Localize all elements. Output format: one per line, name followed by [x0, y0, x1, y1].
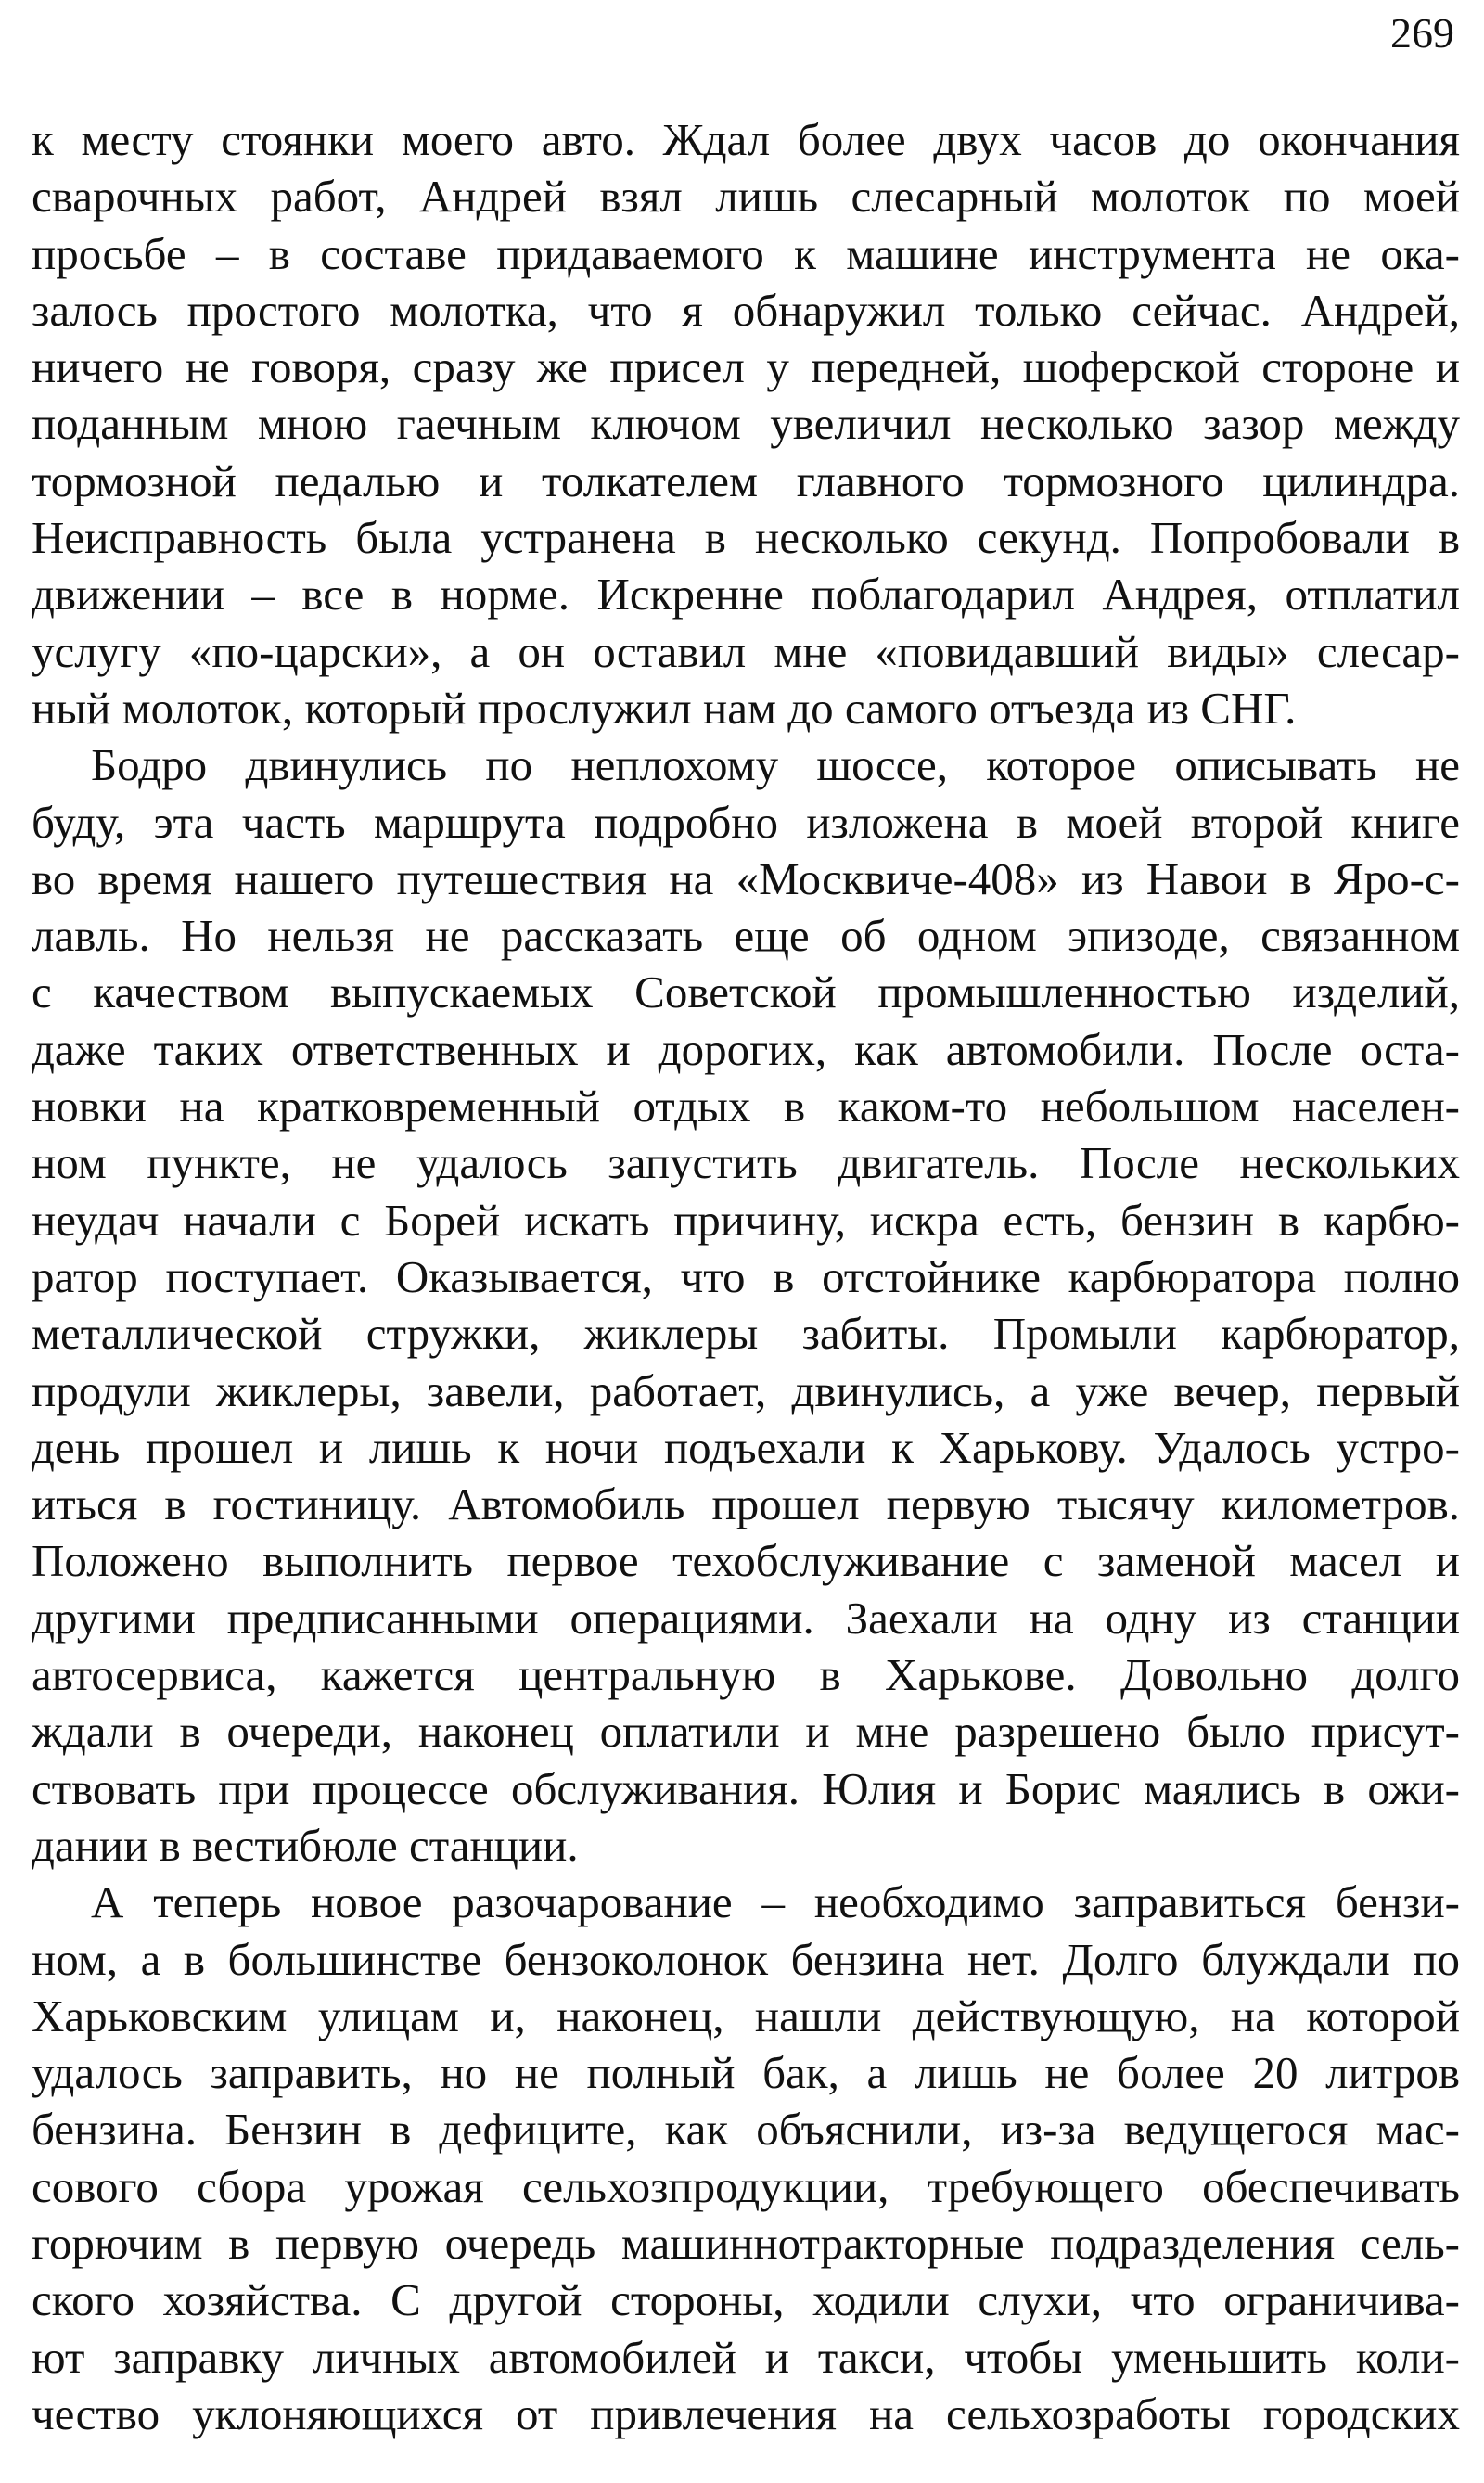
- text-line: буду, эта часть маршрута подробно изложена в моей второй книге: [32, 796, 1460, 848]
- text-line: ждали в очереди, наконец оплатили и мне разрешено было присут-: [32, 1706, 1460, 1758]
- text-line: дании в вестибюле станции.: [32, 1819, 579, 1871]
- text-line: горючим в первую очередь машиннотракторные подразделения сель-: [32, 2217, 1460, 2269]
- text-line: день прошел и лишь к ночи подъехали к Харькову. Удалось устро-: [32, 1421, 1460, 1473]
- text-line: ского хозяйства. С другой стороны, ходили слухи, что ограничива-: [32, 2274, 1460, 2326]
- text-line: автосервиса, кажется центральную в Харькове. Довольно долго: [32, 1649, 1460, 1701]
- page-number: 269: [1390, 9, 1454, 57]
- text-line: иться в гостиницу. Автомобиль прошел первую тысячу километров.: [32, 1478, 1460, 1530]
- text-line: ном, а в большинстве бензоколонок бензина нет. Долго блуждали по: [32, 1933, 1460, 1985]
- text-line: ный молоток, который прослужил нам до самого отъезда из СНГ.: [32, 682, 1297, 734]
- text-line: ном пункте, не удалось запустить двигатель. После нескольких: [32, 1137, 1460, 1189]
- text-line: поданным мною гаечным ключом увеличил несколько зазор между: [32, 398, 1460, 450]
- text-line: чество уклоняющихся от привлечения на сельхозработы городских: [32, 2387, 1460, 2439]
- text-line: ничего не говоря, сразу же присел у передней, шоферской стороне и: [32, 341, 1460, 393]
- text-line: Бодро двинулись по неплохому шоссе, которое описывать не: [91, 739, 1460, 791]
- text-line: ратор поступает. Оказывается, что в отстойнике карбюратора полно: [32, 1250, 1460, 1302]
- text-line: А теперь новое разочарование – необходимо заправиться бензи-: [91, 1876, 1460, 1928]
- text-line: к месту стоянки моего авто. Ждал более двух часов до окончания: [32, 114, 1460, 165]
- text-line: во время нашего путешествия на «Москвиче-408» из Навои в Яро-с-: [32, 852, 1460, 904]
- body-text: [32, 111, 1460, 2442]
- text-line: просьбе – в составе придаваемого к машине инструмента не ока-: [32, 227, 1460, 279]
- text-line: новки на кратковременный отдых в каком-то небольшом населен-: [32, 1081, 1460, 1133]
- text-line: Неисправность была устранена в несколько секунд. Попробовали в: [32, 512, 1460, 564]
- text-line: сварочных работ, Андрей взял лишь слесарный молоток по моей: [32, 171, 1460, 223]
- text-line: с качеством выпускаемых Советской промышленностью изделий,: [32, 966, 1460, 1018]
- text-line: другими предписанными операциями. Заехали на одну из станции: [32, 1592, 1460, 1644]
- text-line: сового сбора урожая сельхозпродукции, требующего обеспечивать: [32, 2160, 1460, 2212]
- text-line: неудач начали с Борей искать причину, искра есть, бензин в карбю-: [32, 1194, 1460, 1246]
- text-line: бензина. Бензин в дефиците, как объяснили, из-за ведущегося мас-: [32, 2104, 1460, 2156]
- text-line: Харьковским улицам и, наконец, нашли действующую, на которой: [32, 1990, 1460, 2041]
- text-line: услугу «по-царски», а он оставил мне «повидавший виды» слесар-: [32, 625, 1460, 677]
- text-line: залось простого молотка, что я обнаружил только сейчас. Андрей,: [32, 284, 1460, 336]
- text-line: даже таких ответственных и дорогих, как автомобили. После оста-: [32, 1023, 1460, 1075]
- text-line: ют заправку личных автомобилей и такси, чтобы уменьшить коли-: [32, 2331, 1460, 2383]
- text-line: движении – все в норме. Искренне поблагодарил Андрея, отплатил: [32, 569, 1460, 621]
- text-line: лавль. Но нельзя не рассказать еще об одном эпизоде, связанном: [32, 910, 1460, 962]
- text-line: ствовать при процессе обслуживания. Юлия и Борис маялись в ожи-: [32, 1762, 1460, 1814]
- text-line: Положено выполнить первое техобслуживание с заменой масел и: [32, 1535, 1460, 1587]
- text-line: металлической стружки, жиклеры забиты. Промыли карбюратор,: [32, 1308, 1460, 1360]
- text-line: удалось заправить, но не полный бак, а лишь не более 20 литров: [32, 2047, 1460, 2099]
- text-line: продули жиклеры, завели, работает, двинулись, а уже вечер, первый: [32, 1364, 1460, 1416]
- text-line: тормозной педалью и толкателем главного тормозного цилиндра.: [32, 454, 1460, 506]
